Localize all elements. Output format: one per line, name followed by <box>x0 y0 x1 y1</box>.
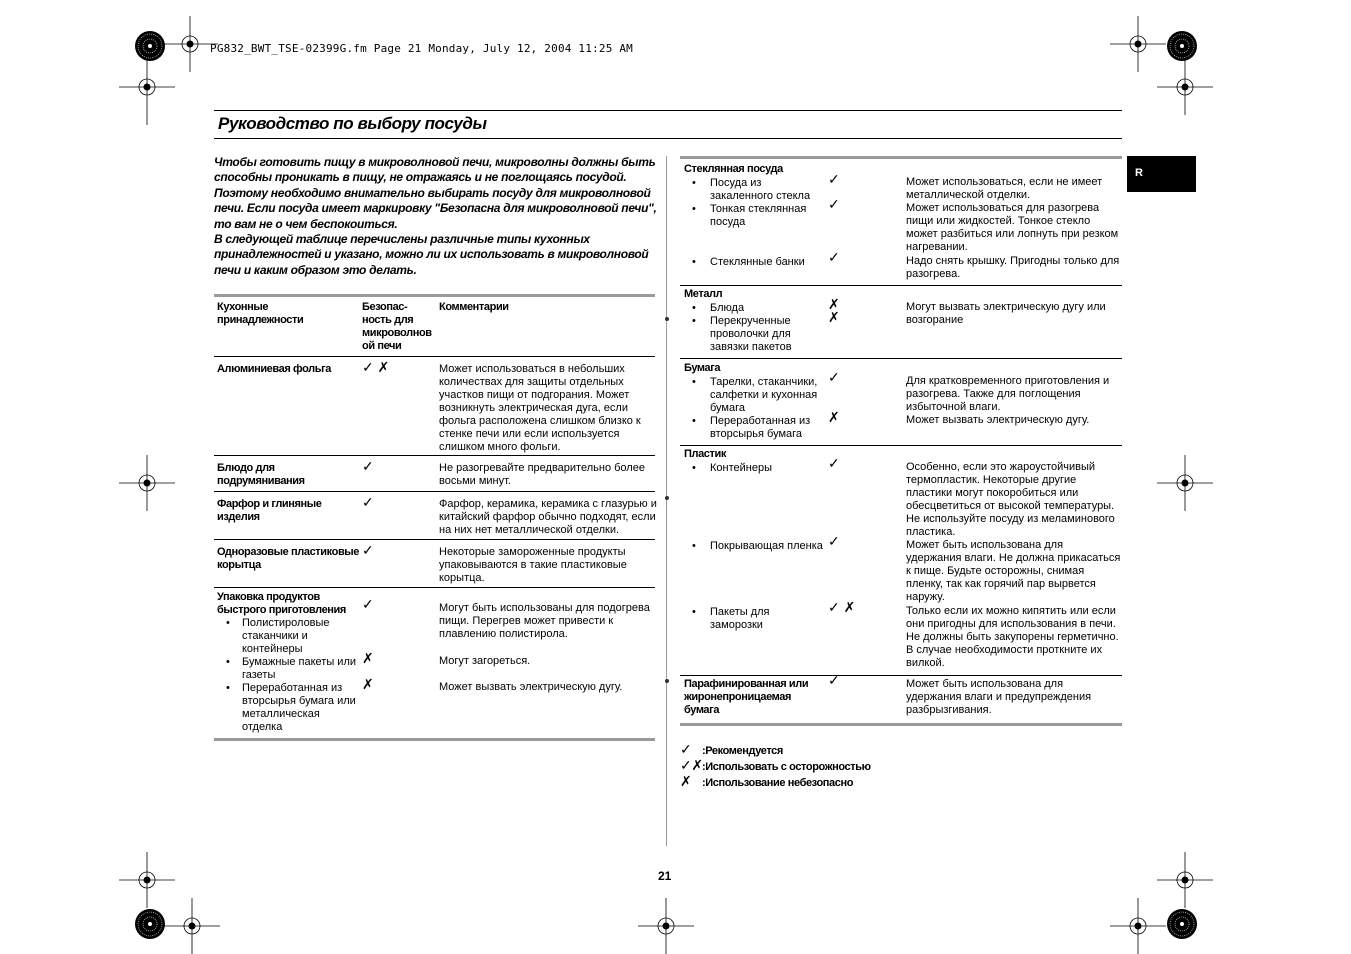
legend-text: :Использовать с осторожностью <box>702 761 871 773</box>
table-row <box>214 492 655 539</box>
legend-caution <box>680 757 871 774</box>
bullet: • <box>692 315 696 327</box>
language-tab <box>1127 156 1196 192</box>
file-header: PG832_BWT_TSE-02399G.fm Page 21 Monday, July 12, 2004 11:25 AM <box>210 42 633 55</box>
bullet: • <box>692 177 696 189</box>
section-plastic <box>680 446 1122 675</box>
section-item: Покрывающая пленка <box>710 540 823 552</box>
row-item: Алюминиевая фольга <box>217 363 331 375</box>
row-comment: Могут загореться. <box>439 655 531 667</box>
section-item: Контейнеры <box>710 462 772 474</box>
intro-text <box>214 155 659 278</box>
section-item: Тонкая стеклянная посуда <box>710 203 807 228</box>
legend-recommended <box>680 741 783 758</box>
row-mark: ✓ <box>362 494 374 510</box>
row-comment: Может вызвать электрическую дугу. <box>439 681 623 693</box>
section-item: Посуда из закаленного стекла <box>710 177 811 202</box>
intro-paragraph: Чтобы готовить пищу в микроволновой печи, микроволны должны быть способны проникать в пищу, не отражаясь и не поглощаясь посудой. Поэтому необходимо внимательно выбирать посуду для микроволновой печи. Если посуда имеет маркировку "Безопасна для микроволновой печи", то вам не о чем беспокоиться. <box>214 155 657 231</box>
section-comment: Могут вызвать электрическую дугу или возгорание <box>906 301 1106 326</box>
section-waxed-paper <box>680 672 1122 723</box>
header-safe: Безопас-ность для микроволнов ой печи <box>362 301 432 352</box>
section-item: Пакеты для заморозки <box>710 606 770 631</box>
legend-text: :Рекомендуется <box>702 745 783 757</box>
section-title: Парафинированная или жиронепроницаемая бумага <box>684 678 809 716</box>
section-mark: ✓ <box>828 196 840 212</box>
section-item: Стеклянные банки <box>710 256 805 268</box>
section-mark: ✓ <box>828 249 840 265</box>
section-comment: Только если их можно кипятить или если они пригодны для использования в печи. Не должны быть закупорены герметично. В случае необходимости проткните их вилкой. <box>906 605 1119 669</box>
intro-paragraph: В следующей таблице перечислены различные типы кухонных принадлежностей и указано, можно ли их использовать в микроволновой печи и каким образом это делать. <box>214 232 649 277</box>
section-item: Блюда <box>710 302 745 314</box>
row-mark: ✗ <box>362 676 374 692</box>
section-comment: Может использоваться, если не имеет металлической отделки. <box>906 176 1103 201</box>
row-mark: ✗ <box>362 650 374 666</box>
bullet: • <box>692 462 696 474</box>
row-item: Одноразовые пластиковые корытца <box>217 546 360 571</box>
table-row <box>214 357 655 455</box>
bullet: • <box>692 203 696 215</box>
cross-icon: ✗ <box>680 773 692 789</box>
section-item: Тарелки, стаканчики, салфетки и кухонная бумага <box>710 376 818 414</box>
section-mark: ✗ <box>828 309 840 325</box>
section-title: Бумага <box>684 362 721 374</box>
title-bottom-rule <box>214 138 1122 139</box>
section-mark: ✓ <box>828 171 840 187</box>
bullet: • <box>692 256 696 268</box>
section-glass <box>680 159 1122 285</box>
section-item: Перекрученные проволочки для завязки пакетов <box>710 315 792 353</box>
bullet: • <box>692 540 696 552</box>
cookware-table-left <box>214 294 655 741</box>
section-mark: ✓ <box>828 672 840 688</box>
cookware-table-right <box>680 156 1122 726</box>
section-comment: Особенно, если это жароустойчивый термопластик. Некоторые другие пластики могут покоробиться или обесцветиться от высокой температуры. Не используйте посуду из меламинового пластика. <box>906 461 1115 538</box>
subitem: Переработанная из вторсырья бумага или металлическая отделка <box>242 682 356 733</box>
section-comment: Может быть использована для удержания влаги. Не должна прикасаться к пище. Будьте осторожны, снимая пленку, так как горячий пар вырвется наружу. <box>906 539 1121 603</box>
section-mark: ✓ <box>828 533 840 549</box>
column-divider <box>666 156 667 846</box>
subitem: Полистироловые стаканчики и контейнеры <box>242 617 330 655</box>
section-paper <box>680 359 1122 445</box>
section-title: Металл <box>684 288 723 300</box>
row-mark: ✓ <box>362 542 374 558</box>
row-item: Фарфор и глиняные изделия <box>217 498 322 523</box>
section-item: Переработанная из вторсырья бумага <box>710 415 811 440</box>
check-cross-icon: ✓✗ <box>680 757 703 773</box>
table-bottom-rule <box>214 738 655 741</box>
row-mark: ✓ <box>362 596 374 612</box>
row-item: Упаковка продуктов быстрого приготовления <box>217 591 346 616</box>
section-comment: Может вызвать электрическую дугу. <box>906 414 1090 426</box>
check-icon: ✓ <box>680 741 692 757</box>
subitem: Бумажные пакеты или газеты <box>242 656 357 681</box>
page-title: Руководство по выбору посуды <box>218 114 487 133</box>
row-item: Блюдо для подрумянивания <box>217 462 305 487</box>
page-number: 21 <box>658 869 672 883</box>
section-comment: Для кратковременного приготовления и разогрева. Также для поглощения избыточной влаги. <box>906 375 1110 413</box>
section-title: Стеклянная посуда <box>684 163 783 175</box>
section-metal <box>680 286 1122 358</box>
table-row <box>214 456 655 491</box>
table-bottom-rule <box>680 723 1122 726</box>
divider-dot <box>665 317 669 321</box>
table-row-fastfood <box>214 588 655 738</box>
language-tab-label: R <box>1135 167 1143 179</box>
row-comment: Могут быть использованы для подогрева пищи. Перегрев может привести к плавлению полистирола. <box>439 602 650 640</box>
bullet: • <box>692 302 696 314</box>
bullet: • <box>692 415 696 427</box>
section-mark: ✓ ✗ <box>828 599 856 615</box>
bullet: • <box>226 617 230 629</box>
divider-dot <box>665 496 669 500</box>
row-comment: Может использоваться в небольших количествах для защиты отдельных участков пищи от подгорания. Может возникнуть электрическая дуга, если фольга расположена слишком близко к стенке печи или если используется слишком много фольги. <box>439 363 641 453</box>
bullet: • <box>226 682 230 694</box>
legend-text: :Использование небезопасно <box>702 777 854 789</box>
row-comment: Некоторые замороженные продукты упаковываются в такие пластиковые корытца. <box>439 546 627 584</box>
table-row <box>214 540 655 587</box>
header-item: Кухонные принадлежности <box>217 301 304 326</box>
header-comment: Комментарии <box>439 301 509 313</box>
row-mark: ✓ <box>362 458 374 474</box>
bullet: • <box>692 606 696 618</box>
title-top-rule <box>214 110 1122 111</box>
bullet: • <box>226 656 230 668</box>
section-comment: Может быть использована для удержания влаги и предупреждения разбрызгивания. <box>906 678 1092 716</box>
section-comment: Надо снять крышку. Пригодны только для разогрева. <box>906 255 1120 280</box>
section-mark: ✓ <box>828 455 840 471</box>
section-mark: ✗ <box>828 296 840 312</box>
row-comment: Фарфор, керамика, керамика с глазурью и китайский фарфор обычно подходят, если на них нет металлической отделки. <box>439 498 657 536</box>
divider-dot <box>665 679 669 683</box>
table-header-row <box>214 297 655 356</box>
section-mark: ✗ <box>828 409 840 425</box>
section-comment: Может использоваться для разогрева пищи или жидкостей. Тонкое стекло может разбиться или лопнуть при резком нагревании. <box>906 202 1119 253</box>
section-title: Пластик <box>684 448 726 460</box>
legend-unsafe <box>680 773 853 790</box>
row-comment: Не разогревайте предварительно более восьми минут. <box>439 462 645 487</box>
bullet: • <box>692 376 696 388</box>
section-mark: ✓ <box>828 369 840 385</box>
row-mark: ✓ ✗ <box>362 359 390 375</box>
